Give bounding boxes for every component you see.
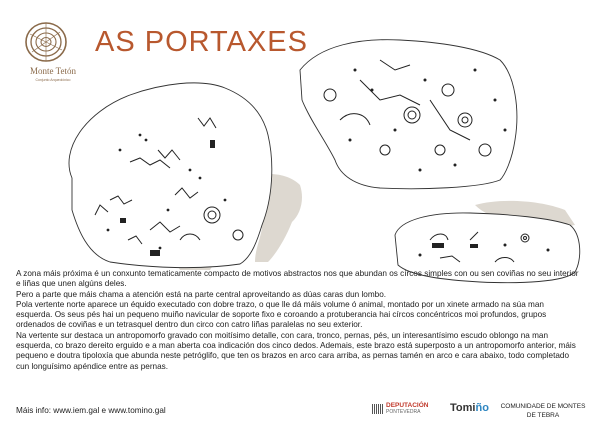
deputacion-mark-icon	[372, 404, 383, 414]
description-text	[16, 269, 582, 372]
more-info-text: Máis info: www.iem.gal e www.tomino.gal	[16, 406, 166, 415]
comunidade-line-2: DE TEBRA	[526, 411, 560, 419]
deputacion-name: DEPUTACIÓN	[386, 402, 429, 409]
paragraph-1: A zona máis próxima é un conxunto tematicamente compacto de motivos abstractos nos que abundan os círcos simples con ou sen coviñas no seu interior e liñas que unen algúns deles.	[16, 269, 579, 289]
logo-name: Monte Tetón	[30, 66, 76, 76]
left-rock-drawing	[69, 83, 272, 268]
comunidade-montes-logo	[497, 403, 589, 420]
comunidade-line-1: COMUNIDADE DE MONTES	[500, 403, 586, 410]
paragraph-4: Na vertente sur destaca un antropomorfo gravado con moitísimo detalle, con cara, tronco, pernas, pés, un interesantísimo escudo oblongo na man esquerda, co brazo dereito erguido e a man aberta coa indicación dos cinco dedos. Ademais, este brazo está superposto a un antropomorfo anterior, máis pequeno e doutra tipoloxía que abunda neste petróglifo, que ten os brazos en arco cara arriba, as pernas tamén en arco e cara abaixo, todo completado cun longuísimo apéndice entre as pernas.	[16, 330, 576, 371]
deputacion-subtitle: PONTEVEDRA	[386, 409, 421, 415]
paragraph-2: Pero a parte que máis chama a atención está na parte central aproveitando as dúas caras dun lombo.	[16, 289, 387, 299]
logo-subtitle: Conjunto Arqueolóxico	[35, 78, 71, 82]
tomino-logo	[450, 402, 489, 414]
page-title: AS PORTAXES	[95, 26, 308, 58]
deputacion-logo	[372, 402, 438, 416]
paragraph-3: Pola vertente norte aparece un équido executado con dobre trazo, o que lle dá máis volume ó animal, montado por un xinete armado na súa man esquerda. Os seus pés hai un pequeno muiño navicular de soporte fixo e coroando a protuberancia hai círcos concéntricos moi profundos, grupos ordenados de coviñas e un tetrasquel dentro dun circo con catro liñas paralelas no seu exterior.	[16, 299, 547, 330]
tomino-main-text: Tomi	[450, 402, 476, 414]
tomino-accent-text: ño	[475, 402, 489, 414]
